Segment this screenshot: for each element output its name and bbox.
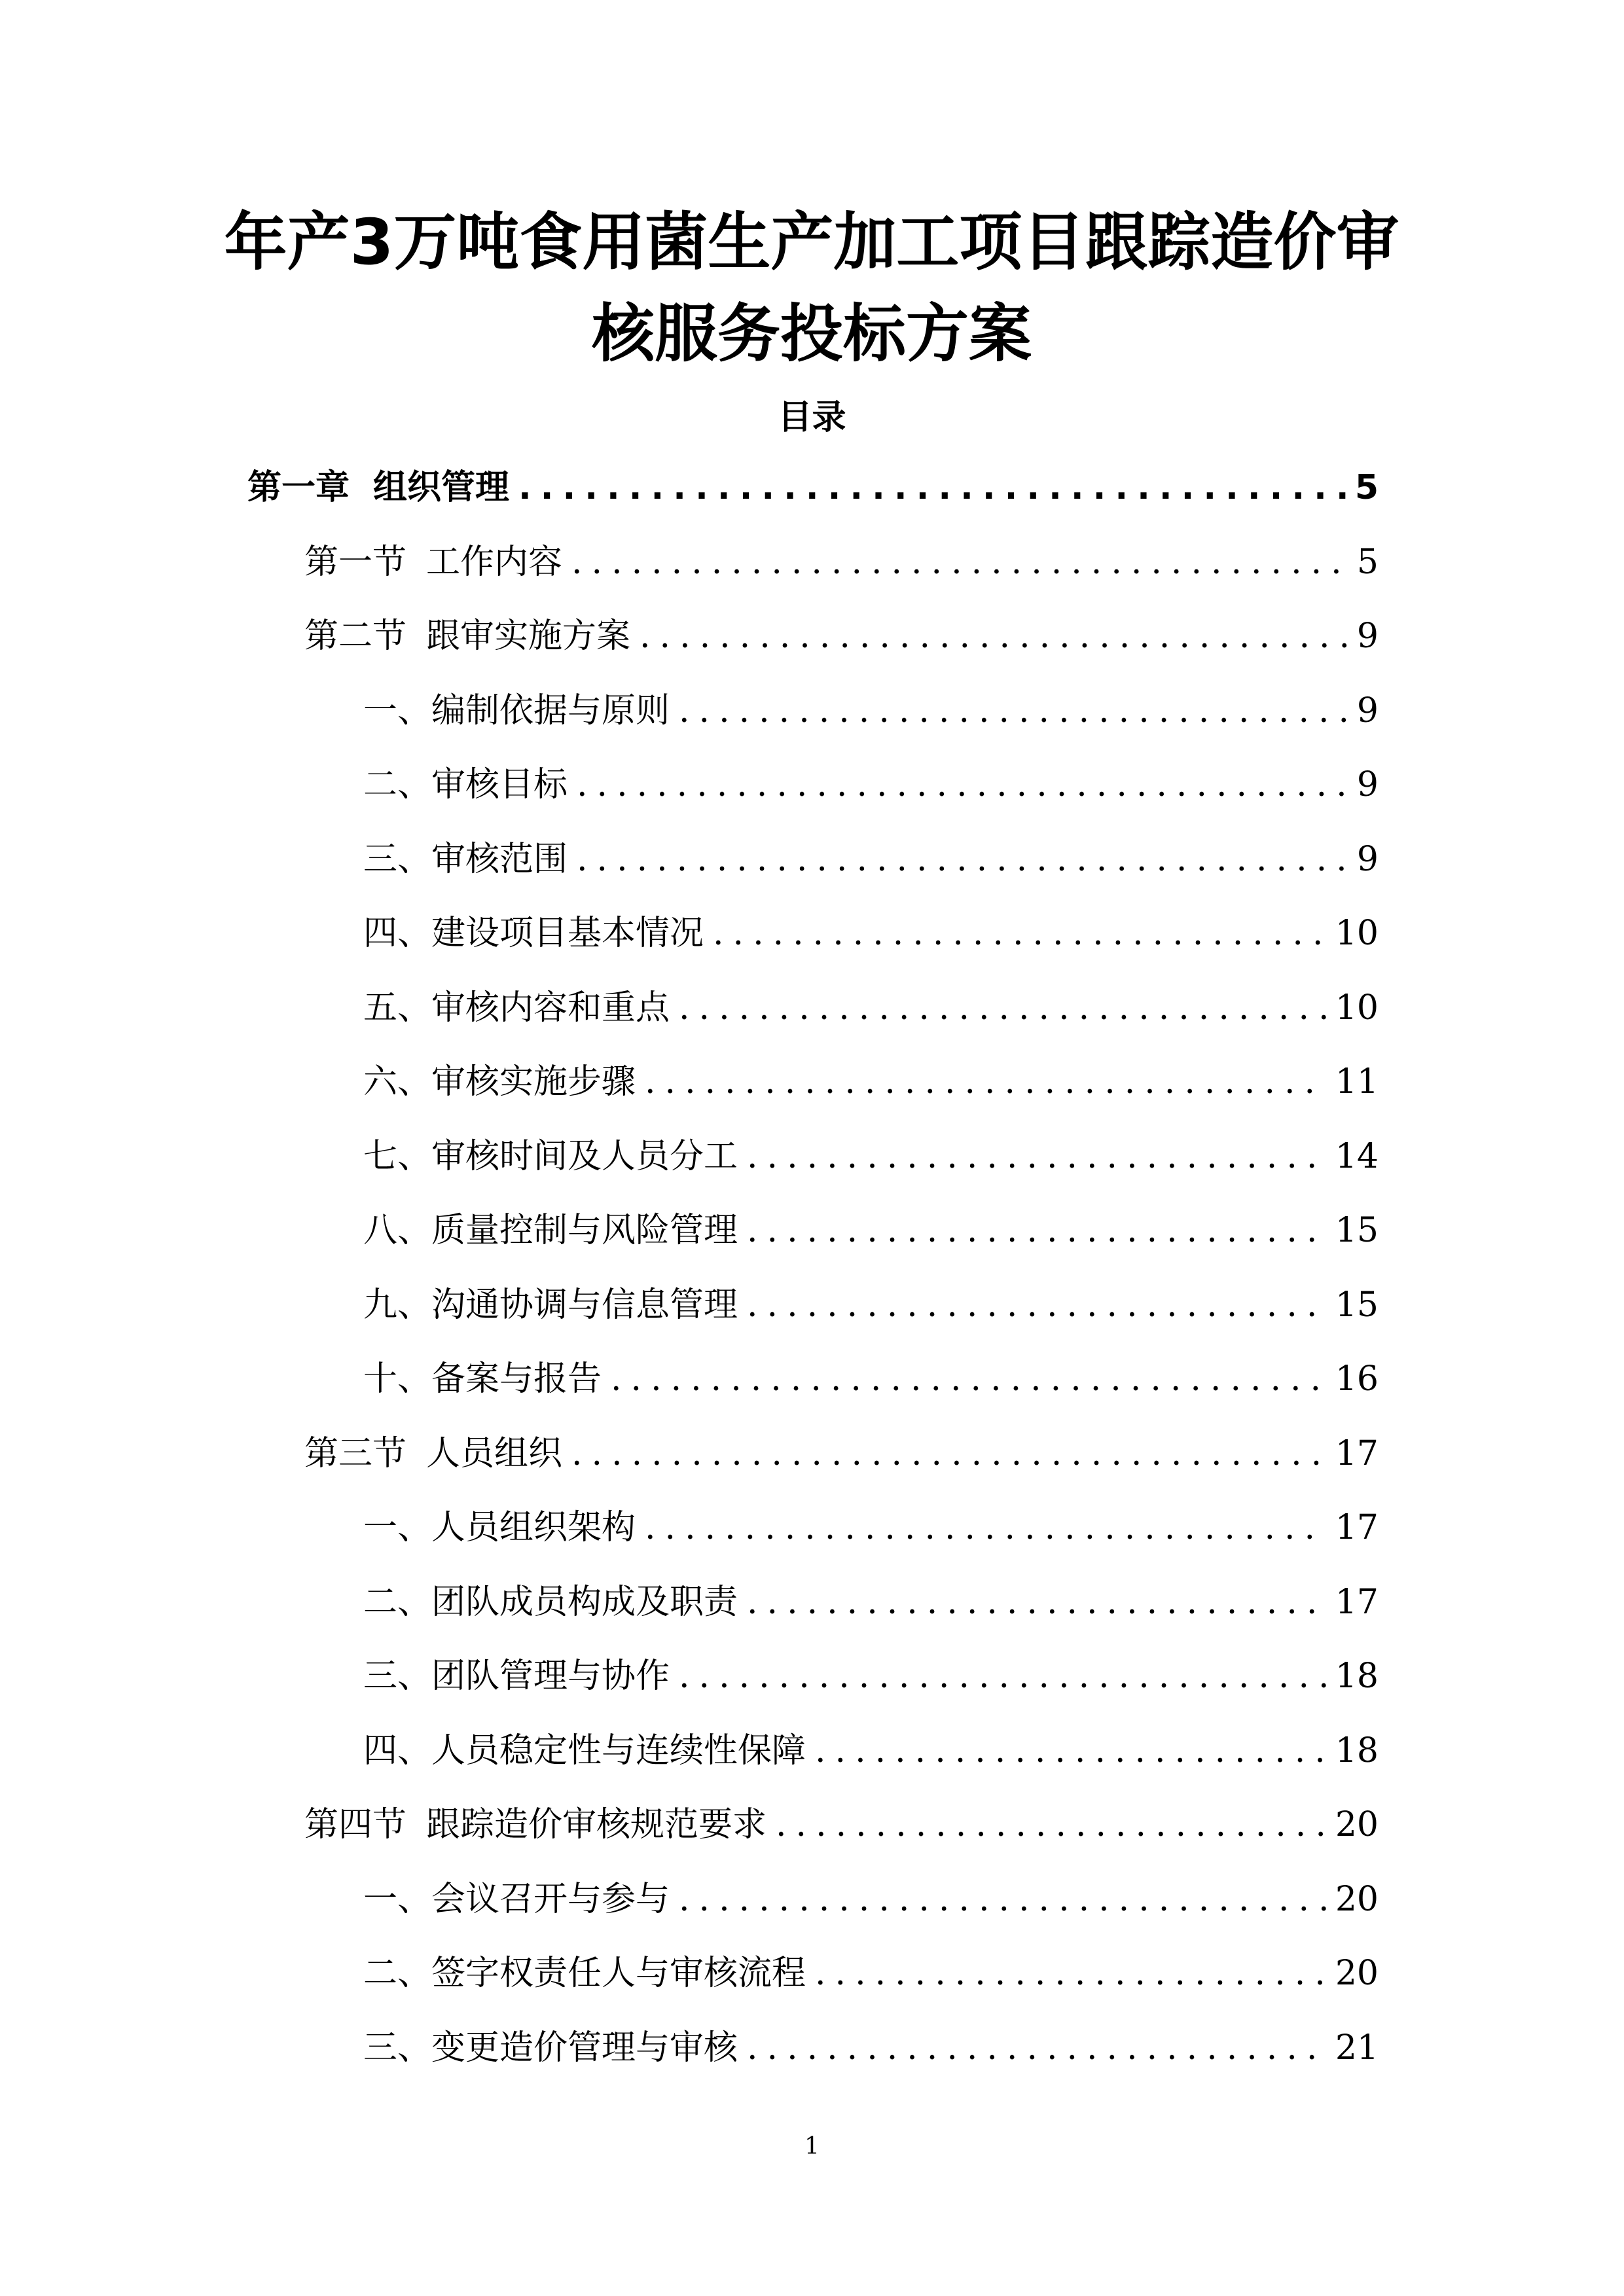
toc-entry-page-number: 17 (1335, 1508, 1379, 1547)
toc-entry[interactable] (304, 1427, 1379, 1480)
toc-entry-number: 一、 (363, 1880, 432, 1919)
toc-entry[interactable] (247, 461, 1379, 514)
toc-entry-number: 第三节 (304, 1434, 407, 1473)
toc-entry-number: 六、 (363, 1062, 432, 1102)
toc-entry-title: 建设项目基本情况 (431, 914, 704, 953)
toc-entry-title: 审核内容和重点 (431, 988, 670, 1028)
toc-entry-title: 备案与报告 (431, 1359, 602, 1399)
toc-entry[interactable] (363, 1279, 1379, 1331)
toc-entry-page-number: 5 (1356, 543, 1379, 582)
toc-entry-page-number: 18 (1335, 1657, 1379, 1696)
toc-entry-page-number: 18 (1335, 1731, 1379, 1770)
toc-entry-number: 五、 (363, 988, 432, 1028)
toc-dot-leader (776, 1799, 1326, 1851)
toc-entry-title: 人员组织架构 (431, 1508, 636, 1547)
toc-dot-leader (679, 685, 1348, 737)
toc-dot-leader (640, 610, 1348, 662)
toc-entry[interactable] (363, 1056, 1379, 1108)
toc-entry-page-number: 9 (1356, 840, 1379, 879)
toc-dot-leader (571, 536, 1348, 588)
toc-entry-number: 八、 (363, 1211, 432, 1250)
toc-entry-number: 一、 (363, 1508, 432, 1547)
toc-dot-leader (747, 1576, 1326, 1628)
toc-entry-title: 编制依据与原则 (431, 691, 670, 730)
toc-entry[interactable] (363, 685, 1379, 737)
toc-entry-number: 第二节 (304, 617, 407, 656)
toc-entry[interactable] (363, 1650, 1379, 1702)
toc-entry[interactable] (363, 1873, 1379, 1926)
toc-dot-leader (747, 1130, 1326, 1183)
toc-entry-number: 三、 (363, 1657, 432, 1696)
toc-entry-number: 三、 (363, 2028, 432, 2068)
page-number: 1 (804, 2133, 820, 2160)
toc-dot-leader (645, 1056, 1326, 1108)
toc-entry-title: 团队成员构成及职责 (431, 1583, 738, 1622)
toc-entry-page-number: 5 (1354, 468, 1379, 507)
toc-entry-title: 审核目标 (431, 765, 568, 804)
toc-dot-leader (679, 982, 1326, 1034)
toc-entry[interactable] (363, 1725, 1379, 1777)
toc-entry-title: 工作内容 (426, 543, 563, 582)
toc-dot-leader (571, 1427, 1326, 1480)
toc-entry-number: 四、 (363, 914, 432, 953)
toc-entry[interactable] (363, 1576, 1379, 1628)
toc-entry-title: 人员稳定性与连续性保障 (431, 1731, 806, 1770)
toc-entry[interactable] (304, 536, 1379, 588)
toc-entry-page-number: 16 (1335, 1359, 1379, 1399)
toc-entry-title: 变更造价管理与审核 (431, 2028, 738, 2068)
toc-entry[interactable] (363, 833, 1379, 886)
toc-dot-leader (645, 1501, 1326, 1554)
toc-entry[interactable] (363, 2022, 1379, 2074)
toc-entry-title: 质量控制与风险管理 (431, 1211, 738, 1250)
toc-entry-title: 审核实施步骤 (431, 1062, 636, 1102)
toc-dot-leader (747, 1279, 1326, 1331)
toc-entry-title: 审核范围 (431, 840, 568, 879)
toc-entry-page-number: 10 (1335, 914, 1379, 953)
toc-entry-page-number: 11 (1335, 1062, 1379, 1102)
toc-entry-title: 组织管理 (373, 468, 510, 507)
toc-dot-leader (713, 907, 1326, 960)
toc-dot-leader (679, 1873, 1326, 1926)
toc-entry-page-number: 15 (1335, 1285, 1379, 1325)
toc-entry[interactable] (363, 982, 1379, 1034)
toc-dot-leader (815, 1947, 1326, 2000)
toc-entry-number: 第四节 (304, 1805, 407, 1844)
toc-entry-number: 二、 (363, 765, 432, 804)
toc-entry-page-number: 9 (1356, 617, 1379, 656)
toc-entry-title: 跟审实施方案 (426, 617, 631, 656)
toc-entry[interactable] (363, 1353, 1379, 1405)
toc-entry-number: 九、 (363, 1285, 432, 1325)
toc-entry-page-number: 9 (1356, 765, 1379, 804)
document-title-line-1: 年产3万吨食用菌生产加工项目跟踪造价审 (224, 206, 1399, 279)
toc-entry-number: 三、 (363, 840, 432, 879)
toc-entry-title: 沟通协调与信息管理 (431, 1285, 738, 1325)
toc-entry[interactable] (363, 907, 1379, 960)
toc-entry-number: 一、 (363, 691, 432, 730)
toc-entry-title: 签字权责任人与审核流程 (431, 1954, 806, 1993)
toc-entry-number: 四、 (363, 1731, 432, 1770)
toc-entry-page-number: 15 (1335, 1211, 1379, 1250)
toc-entry-page-number: 20 (1335, 1880, 1379, 1919)
toc-entry-title: 团队管理与协作 (431, 1657, 670, 1696)
toc-entry-page-number: 20 (1335, 1954, 1379, 1993)
toc-entry-title: 审核时间及人员分工 (431, 1137, 738, 1176)
toc-entry[interactable] (304, 1799, 1379, 1851)
toc-entry-number: 第一章 (247, 468, 350, 507)
toc-entry-page-number: 14 (1335, 1137, 1379, 1176)
toc-entry-number: 第一节 (304, 543, 407, 582)
toc-entry-number: 七、 (363, 1137, 432, 1176)
toc-dot-leader (611, 1353, 1326, 1405)
toc-entry-page-number: 9 (1356, 691, 1379, 730)
toc-heading: 目录 (778, 398, 846, 437)
toc-entry[interactable] (363, 759, 1379, 811)
toc-entry[interactable] (304, 610, 1379, 662)
toc-entry-page-number: 17 (1335, 1583, 1379, 1622)
toc-entry-page-number: 10 (1335, 988, 1379, 1028)
toc-entry[interactable] (363, 1947, 1379, 2000)
toc-dot-leader (577, 759, 1348, 811)
toc-dot-leader (577, 833, 1348, 886)
toc-entry-page-number: 21 (1335, 2028, 1379, 2068)
toc-entry-title: 会议召开与参与 (431, 1880, 670, 1919)
toc-dot-leader (679, 1650, 1326, 1702)
toc-entry[interactable] (363, 1501, 1379, 1554)
toc-entry-number: 二、 (363, 1583, 432, 1622)
toc-entry-number: 十、 (363, 1359, 432, 1399)
toc-entry-page-number: 17 (1335, 1434, 1379, 1473)
toc-dot-leader (747, 1204, 1326, 1257)
toc-entry-title: 人员组织 (426, 1434, 563, 1473)
toc-entry-title: 跟踪造价审核规范要求 (426, 1805, 767, 1844)
toc-entry[interactable] (363, 1130, 1379, 1183)
toc-entry-number: 二、 (363, 1954, 432, 1993)
document-title-line-2: 核服务投标方案 (592, 297, 1032, 370)
toc-dot-leader (518, 461, 1346, 514)
toc-entry[interactable] (363, 1204, 1379, 1257)
toc-entry-page-number: 20 (1335, 1805, 1379, 1844)
toc-dot-leader (747, 2022, 1326, 2074)
toc-dot-leader (815, 1725, 1326, 1777)
